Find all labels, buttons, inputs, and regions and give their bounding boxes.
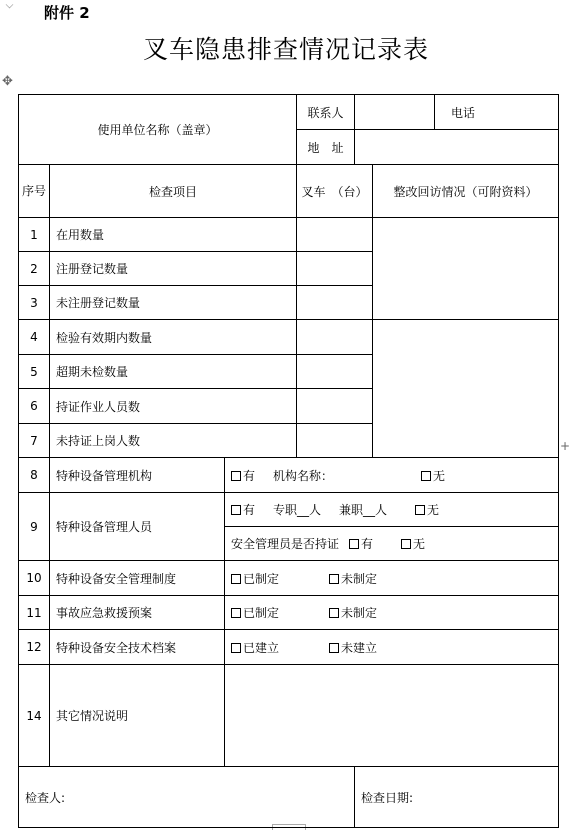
policy-options: 已制定 未制定 [225, 561, 559, 596]
address-field[interactable] [355, 130, 559, 165]
row-number: 5 [19, 355, 50, 389]
row-number: 1 [19, 218, 50, 252]
checkbox-not-made[interactable] [329, 574, 339, 584]
row-forklift-count[interactable] [297, 424, 373, 458]
row-number: 9 [19, 493, 50, 561]
row-forklift-count[interactable] [297, 252, 373, 286]
checkbox-made[interactable] [231, 608, 241, 618]
row-number: 11 [19, 596, 50, 630]
row-number: 7 [19, 424, 50, 458]
row-number: 3 [19, 286, 50, 320]
phone-label: 电话 [435, 95, 559, 130]
page-title: 叉车隐患排查情况记录表 [142, 35, 429, 64]
row-item: 持证作业人员数 [50, 389, 297, 424]
org-options: 有 机构名称： 无 [225, 458, 559, 493]
inspection-date-cell[interactable] [355, 767, 559, 828]
certificate-options: 安全管理员是否持证 有 无 [225, 527, 559, 561]
checkbox-no[interactable] [421, 471, 431, 481]
row-item: 未注册登记数量 [50, 286, 297, 320]
row-item: 特种设备安全技术档案 [50, 630, 225, 665]
manager-options: 有 专职__人 兼职__人 无 [225, 493, 559, 527]
attachment-label: 附件 2 [44, 4, 90, 22]
row-item: 特种设备管理机构 [50, 458, 225, 493]
row-forklift-count[interactable] [297, 389, 373, 424]
row-item: 在用数量 [50, 218, 297, 252]
inspector-label: 检查人: [25, 790, 66, 805]
row-number: 10 [19, 561, 50, 596]
row-forklift-count[interactable] [297, 218, 373, 252]
checkbox-not-built[interactable] [329, 643, 339, 653]
other-notes-field[interactable] [225, 665, 559, 767]
checkbox-yes[interactable] [231, 471, 241, 481]
rectify-header: 整改回访情况（可附资料） [373, 165, 559, 218]
unit-name-label: 使用单位名称（盖章） [19, 95, 297, 165]
rectify-cell-1[interactable] [373, 218, 559, 320]
row-forklift-count[interactable] [297, 355, 373, 389]
row-number: 12 [19, 630, 50, 665]
page-corner-mark [6, 1, 14, 9]
row-item: 检验有效期内数量 [50, 320, 297, 355]
row-item: 特种设备安全管理制度 [50, 561, 225, 596]
address-label: 地 址 [297, 130, 355, 165]
checkbox-not-made[interactable] [329, 608, 339, 618]
archive-options: 已建立 未建立 [225, 630, 559, 665]
inspection-record-table [18, 94, 559, 828]
row-item: 事故应急救援预案 [50, 596, 225, 630]
row-number: 4 [19, 320, 50, 355]
checkbox-yes[interactable] [349, 539, 359, 549]
row-number: 14 [19, 665, 50, 767]
checkbox-built[interactable] [231, 643, 241, 653]
row-item: 其它情况说明 [50, 665, 225, 767]
plan-options: 已制定 未制定 [225, 596, 559, 630]
checkbox-no[interactable] [415, 505, 425, 515]
row-number: 6 [19, 389, 50, 424]
checkbox-made[interactable] [231, 574, 241, 584]
checkbox-yes[interactable] [231, 505, 241, 515]
seq-header: 序号 [19, 165, 50, 218]
row-item: 超期未检数量 [50, 355, 297, 389]
row-number: 8 [19, 458, 50, 493]
row-item: 特种设备管理人员 [50, 493, 225, 561]
row-item: 注册登记数量 [50, 252, 297, 286]
checkbox-no[interactable] [401, 539, 411, 549]
row-forklift-count[interactable] [297, 320, 373, 355]
forklift-header: 叉车 （台） [297, 165, 373, 218]
add-row-icon[interactable]: + [560, 439, 571, 453]
contact-label: 联系人 [297, 95, 355, 130]
inspector-cell[interactable] [19, 767, 355, 828]
row-item: 未持证上岗人数 [50, 424, 297, 458]
row-forklift-count[interactable] [297, 286, 373, 320]
table-move-handle-icon[interactable]: ✥ [2, 74, 13, 89]
item-header: 检查项目 [50, 165, 297, 218]
contact-field[interactable] [355, 95, 435, 130]
inspection-date-label: 检查日期: [361, 790, 414, 805]
row-number: 2 [19, 252, 50, 286]
rectify-cell-2[interactable] [373, 320, 559, 458]
